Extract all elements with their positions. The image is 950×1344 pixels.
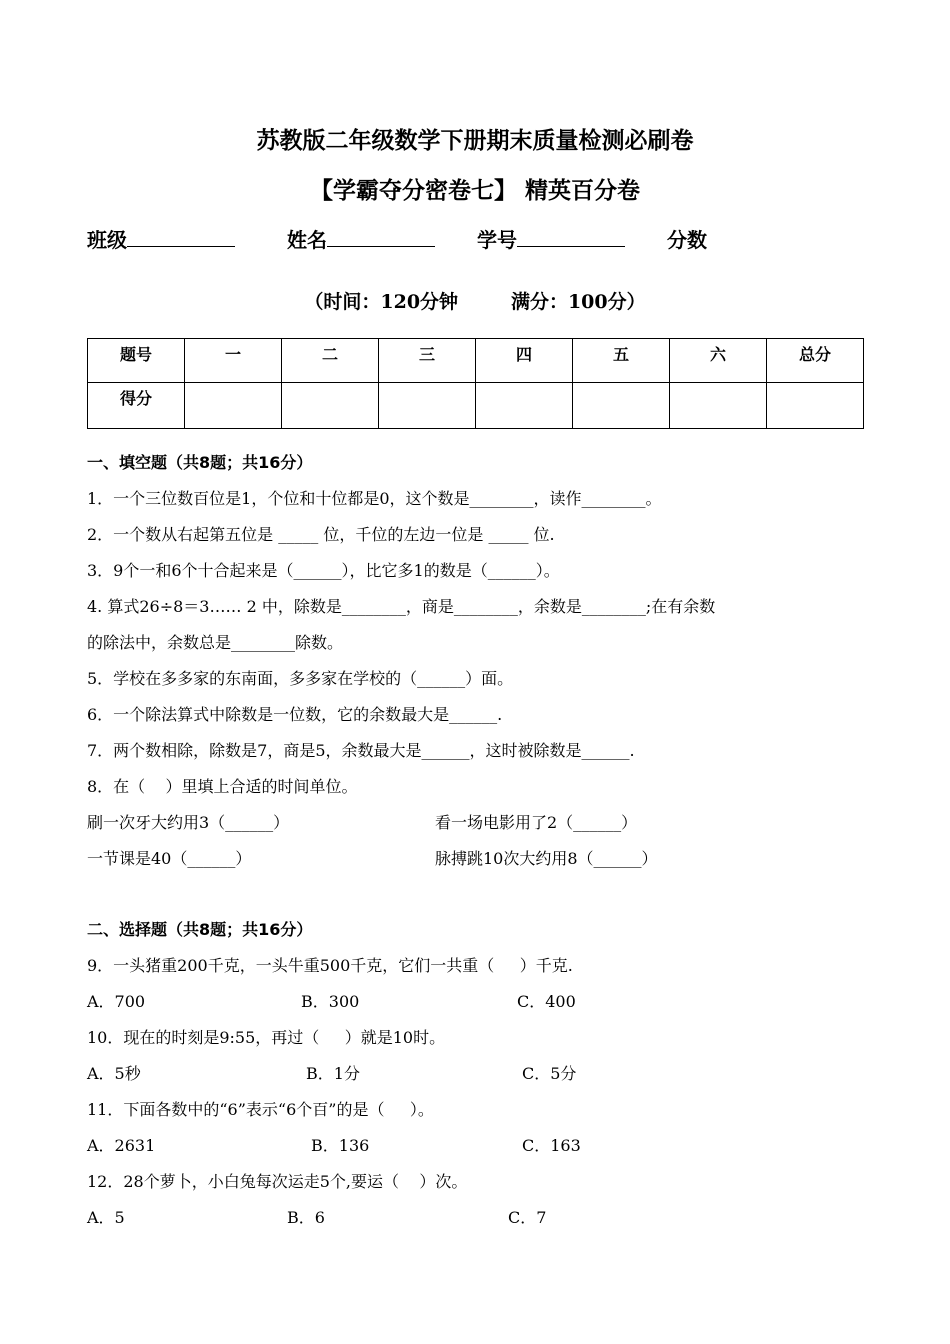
question-line: 的除法中，余数总是________除数。: [87, 633, 344, 652]
score-table-header: 四: [476, 339, 573, 383]
unit-item: 刷一次牙大约用3（______）: [87, 813, 290, 832]
question-stem: 10．现在的时刻是9:55，再过（ ）就是10时。: [87, 1028, 446, 1047]
score-table-header: 总分: [767, 339, 864, 383]
score-table-header: 五: [573, 339, 670, 383]
option-a: A．2631: [87, 1136, 156, 1155]
id-field: [477, 224, 625, 253]
score-table-header: 六: [670, 339, 767, 383]
class-label: 班级: [87, 228, 127, 252]
class-field: [87, 224, 235, 253]
id-label: 学号: [477, 228, 517, 252]
unit-item: 脉搏跳10次大约用8（______）: [435, 849, 658, 868]
score-row-label: 得分: [88, 383, 185, 429]
page-title: 苏教版二年级数学下册期末质量检测必刷卷: [256, 128, 694, 154]
score-table-header: 二: [282, 339, 379, 383]
option-a: A．700: [87, 992, 146, 1011]
option-c: C．400: [517, 992, 576, 1011]
score-table-header: 题号: [88, 339, 185, 383]
score-field: [667, 224, 707, 253]
option-c: C．5分: [522, 1064, 577, 1083]
name-field: [287, 224, 435, 253]
unit-item: 看一场电影用了2（______）: [435, 813, 638, 832]
option-a: A．5秒: [87, 1064, 141, 1083]
student-info-row: [87, 224, 867, 256]
score-cell[interactable]: [767, 383, 864, 429]
score-cell[interactable]: [476, 383, 573, 429]
score-cell[interactable]: [670, 383, 767, 429]
question-line: 5．学校在多多家的东南面，多多家在学校的（______）面。: [87, 669, 514, 688]
question-line: 7．两个数相除，除数是7，商是5，余数最大是______，这时被除数是______.: [87, 741, 635, 760]
score-cell[interactable]: [573, 383, 670, 429]
page-subtitle: 【学霸夺分密卷七】 精英百分卷: [309, 178, 640, 204]
section1-heading: 一、填空题（共8题；共16分）: [87, 453, 313, 472]
name-label: 姓名: [287, 228, 327, 252]
question-line: 3．9个一和6个十合起来是（______），比它多1的数是（______）。: [87, 561, 560, 580]
section2-heading: 二、选择题（共8题；共16分）: [87, 920, 313, 939]
score-label: 分数: [667, 228, 707, 252]
option-a: A．5: [87, 1208, 125, 1227]
question-stem: 11．下面各数中的“6”表示“6个百”的是（ ）。: [87, 1100, 434, 1119]
question-line: 4. 算式26÷8＝3…… 2 中，除数是________，商是________，余数是________;在有余数: [87, 597, 716, 616]
option-b: B．1分: [306, 1064, 360, 1083]
score-table-header: 三: [379, 339, 476, 383]
question-line: 8．在（ ）里填上合适的时间单位。: [87, 777, 358, 796]
option-b: B．6: [287, 1208, 325, 1227]
time-and-score-line: （时间：120分钟 满分：100分）: [304, 291, 646, 313]
option-b: B．300: [301, 992, 360, 1011]
score-cell[interactable]: [379, 383, 476, 429]
question-line: 6．一个除法算式中除数是一位数，它的余数最大是______.: [87, 705, 503, 724]
question-stem: 12．28个萝卜，小白兔每次运走5个,要运（ ）次。: [87, 1172, 468, 1191]
class-blank[interactable]: [127, 224, 235, 247]
score-table-header-row: [88, 339, 864, 383]
score-table-header: 一: [185, 339, 282, 383]
id-blank[interactable]: [517, 224, 625, 247]
option-b: B．136: [311, 1136, 370, 1155]
unit-item: 一节课是40（______）: [87, 849, 252, 868]
score-table: [87, 338, 864, 429]
option-c: C．7: [508, 1208, 547, 1227]
question-line: 2．一个数从右起第五位是 _____ 位，千位的左边一位是 _____ 位.: [87, 525, 555, 544]
score-cell[interactable]: [282, 383, 379, 429]
name-blank[interactable]: [327, 224, 435, 247]
question-line: 1．一个三位数百位是1，个位和十位都是0，这个数是________，读作________。: [87, 489, 662, 508]
question-stem: 9．一头猪重200千克，一头牛重500千克，它们一共重（ ）千克.: [87, 956, 573, 975]
score-cell[interactable]: [185, 383, 282, 429]
score-table-score-row: [88, 383, 864, 429]
option-c: C．163: [522, 1136, 581, 1155]
